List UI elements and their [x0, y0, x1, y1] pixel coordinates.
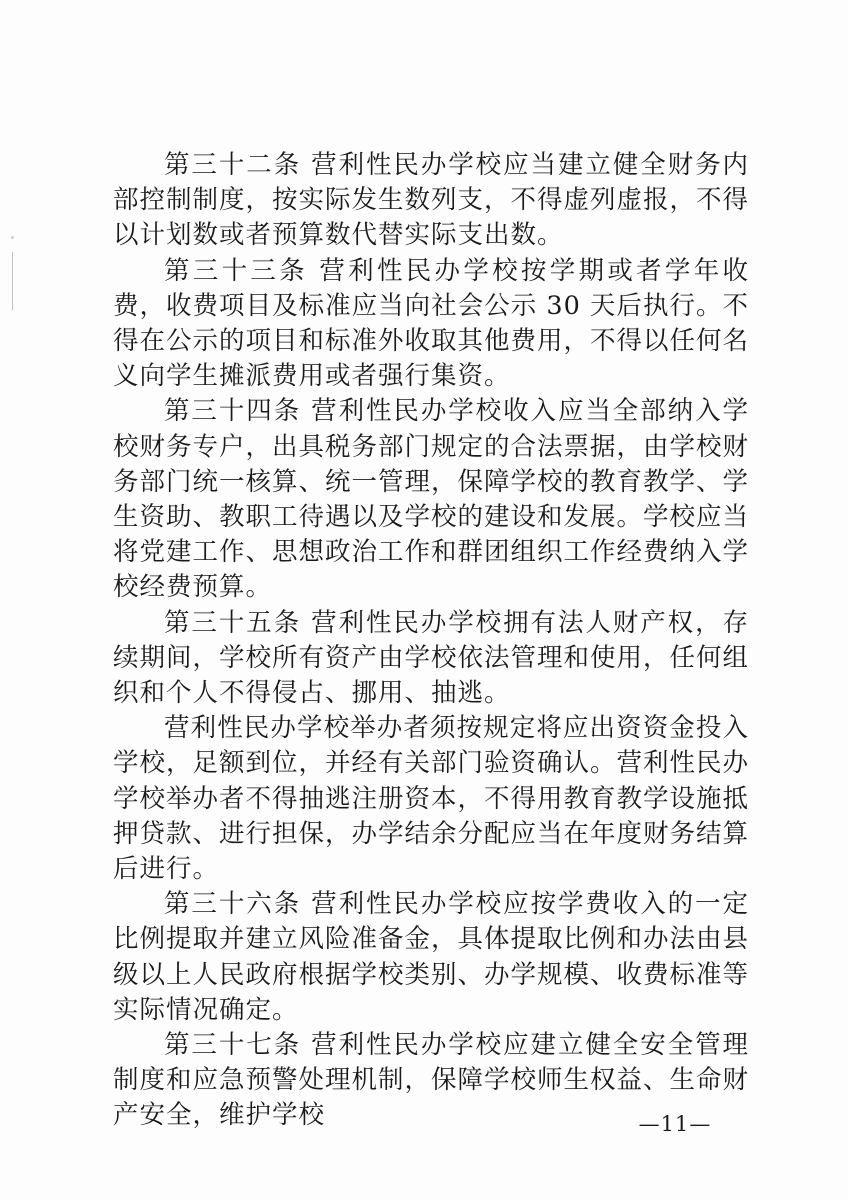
article-35-paragraph: 第三十五条 营利性民办学校拥有法人财产权，存续期间，学校所有资产由学校依法管理和使用，任何组织和个人不得侵占、挪用、抽逃。	[113, 607, 750, 709]
scan-margin-mark	[12, 252, 13, 310]
article-35-continuation-paragraph: 营利性民办学校举办者须按规定将应出资资金投入学校，足额到位，并经有关部门验资确认。营利性民办学校举办者不得抽逃注册资本，不得用教育教学设施抵押贷款、进行担保，办学结余分配应当在年度财务结算后进行。	[113, 713, 750, 885]
document-body	[113, 148, 749, 1134]
article-32-paragraph: 第三十二条 营利性民办学校应当建立健全财务内部控制制度，按实际发生数列支，不得虚列虚报，不得以计划数或者预算数代替实际支出数。	[113, 150, 750, 251]
article-34-paragraph: 第三十四条 营利性民办学校收入应当全部纳入学校财务专户，出具税务部门规定的合法票据，由学校财务部门统一核算、统一管理，保障学校的教育教学、学生资助、教职工待遇以及学校的建设和发展。学校应当将党建工作、思想政治工作和群团组织工作经费纳入学校经费预算。	[113, 396, 750, 603]
scan-margin-dot	[11, 236, 14, 239]
article-33-paragraph: 第三十三条 营利性民办学校按学期或者学年收费，收费项目及标准应当向社会公示 30 天后执行。不得在公示的项目和标准外收取其他费用，不得以任何名义向学生摊派费用或者强行集资。	[113, 255, 750, 392]
article-37-paragraph: 第三十七条 营利性民办学校应建立健全安全管理制度和应急预警处理机制，保障学校师生权益、生命财产安全，维护学校	[113, 1030, 750, 1131]
page-number: —11—	[638, 1112, 712, 1136]
article-36-paragraph: 第三十六条 营利性民办学校应按学费收入的一定比例提取并建立风险准备金，具体提取比例和办法由县级以上人民政府根据学校类别、办学规模、收费标准等实际情况确定。	[113, 889, 750, 1025]
